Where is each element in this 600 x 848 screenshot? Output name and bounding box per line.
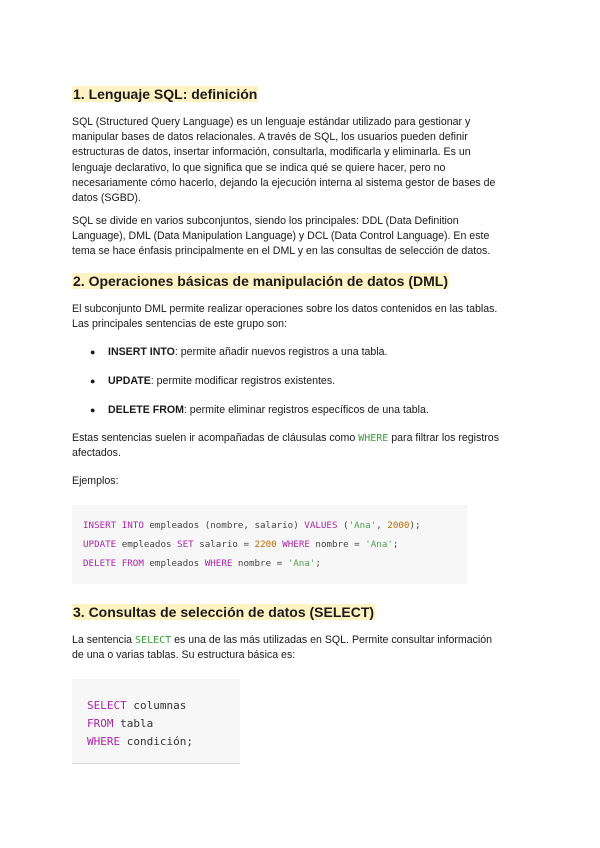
code-number: 2200 [254,539,277,550]
code-keyword: DELETE FROM [83,558,144,569]
code-block-dml [72,505,467,584]
section-3-heading: 3. Consultas de selección de datos (SELECT) [73,604,375,620]
code-keyword: WHERE [282,539,310,550]
code-text: nombre = [232,558,288,569]
code-text: ; [315,558,321,569]
code-text: ( [337,520,349,531]
text-line: estructuras de datos, insertar información, consultarla, modificarla y eliminarla. Es un [72,146,471,159]
bullet-icon: ● [90,405,96,415]
section-2-intro [72,302,530,332]
code-text: empleados (nombre, salario) [143,520,305,531]
code-text: empleados [143,558,205,569]
code-string: 'Ana' [365,539,393,550]
text-line: necesariamente cómo hacerlo, dejando la ejecución interna al sistema gestor de bases de [72,176,496,189]
code-keyword: INSERT INTO [83,520,144,531]
code-keyword: SET [177,539,194,550]
code-line [87,735,193,748]
section-1-paragraph-1 [72,115,530,206]
code-keyword: WHERE [204,558,233,569]
code-text: condición; [120,735,193,748]
code-text: empleados [116,539,178,550]
text-line: Las principales sentencias de este grupo son: [72,318,287,331]
code-block-select [72,679,240,764]
list-item: ● UPDATE: permite modificar registros existentes. [90,375,336,387]
section-1-heading: 1. Lenguaje SQL: definición [73,86,258,102]
inline-code-where: WHERE [358,433,389,444]
code-text: salario = [193,539,255,550]
code-text: nombre = [309,539,366,550]
text-line: Language), DML (Data Manipulation Language) y DCL (Data Control Language). En este [72,230,490,243]
code-text: ); [409,520,421,531]
examples-label: Ejemplos: [72,475,119,487]
inline-code-select: SELECT [135,635,172,646]
code-keyword: UPDATE [83,539,117,550]
code-text: , [376,520,388,531]
section-2-heading: 2. Operaciones básicas de manipulación de datos (DML) [73,273,448,289]
code-line [87,717,153,730]
code-keyword: SELECT [87,699,127,712]
code-number: 2000 [387,520,410,531]
text-line: SQL (Structured Query Language) es un lenguaje estándar utilizado para gestionar y [72,116,471,128]
code-keyword: FROM [87,717,114,730]
text-line: El subconjunto DML permite realizar operaciones sobre los datos contenidos en las tablas. [72,303,498,315]
text-line: SQL se divide en varios subconjuntos, siendo los principales: DDL (Data Definition [72,215,459,227]
code-line [83,558,321,569]
code-text: tabla [113,717,154,730]
code-line [87,699,186,712]
text-line: tema se hace énfasis principalmente en el DML y en las consultas de selección de datos. [72,245,491,258]
code-string: 'Ana' [287,558,316,569]
code-line [83,539,398,550]
code-string: 'Ana' [348,520,377,531]
list-item: ● DELETE FROM: permite eliminar registros específicos de una tabla. [90,404,429,416]
text-line: manipular bases de datos relacionales. A través de SQL, los usuarios pueden definir [72,131,468,144]
bullet-icon: ● [90,347,96,357]
bullet-icon: ● [90,376,96,386]
list-item: ● INSERT INTO: permite añadir nuevos registros a una tabla. [90,346,388,358]
text-line: datos (SGBD). [72,192,141,205]
code-text: ; [392,539,399,550]
section-1-paragraph-2 [72,214,530,260]
code-line [83,520,421,531]
section-3-intro: La sentencia SELECT es una de las más utilizadas en SQL. Permite consultar información de una o varias tablas. Su estructura básica es: [72,634,493,662]
section-2-after-list: Estas sentencias suelen ir acompañadas de cláusulas como WHERE para filtrar los registros afectados. [72,432,499,460]
text-line: lenguaje declarativo, lo que significa que se indica qué se quiere hacer, pero no [72,161,446,174]
code-keyword: WHERE [87,735,121,748]
code-text: columnas [126,699,187,712]
code-keyword: VALUES [304,520,338,531]
